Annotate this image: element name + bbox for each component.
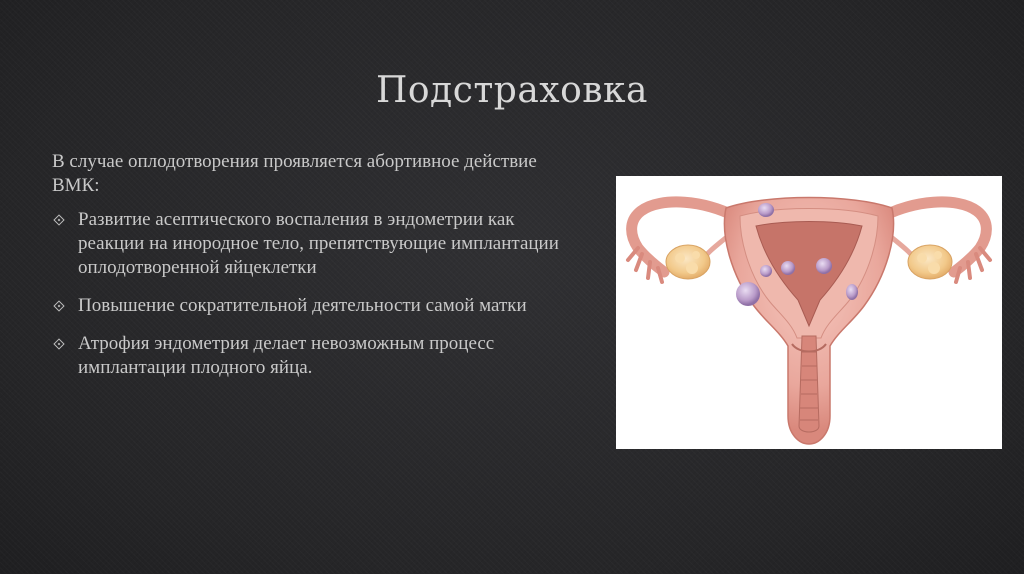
cyst bbox=[736, 282, 760, 306]
diamond-bullet-icon bbox=[53, 338, 64, 349]
cyst bbox=[816, 258, 832, 274]
slide-title: Подстраховка bbox=[375, 70, 649, 111]
bullet-text: Атрофия эндометрия делает невозможным процесс имплантации плодного яйца. bbox=[78, 333, 495, 378]
right-ovary bbox=[908, 245, 952, 279]
slide-body bbox=[52, 150, 582, 394]
bullet-text: Развитие асептического воспаления в эндометрии как реакции на инородное тело, препятствующие имплантации оплодотворенной яйцеклетки bbox=[78, 209, 559, 278]
cyst bbox=[781, 261, 795, 275]
list-item bbox=[52, 294, 582, 318]
left-ovary bbox=[666, 245, 710, 279]
intro-text: В случае оплодотворения проявляется абортивное действие ВМК: bbox=[52, 151, 537, 196]
uterus-diagram bbox=[616, 176, 1002, 449]
bullet-list bbox=[52, 208, 582, 380]
cyst bbox=[758, 203, 774, 217]
cyst bbox=[760, 265, 772, 277]
list-item bbox=[52, 208, 582, 280]
list-item bbox=[52, 332, 582, 380]
uterus-illustration bbox=[616, 176, 1002, 449]
bullet-text: Повышение сократительной деятельности самой матки bbox=[78, 295, 527, 316]
diamond-bullet-icon bbox=[53, 300, 64, 311]
diamond-bullet-icon bbox=[53, 214, 64, 225]
cyst bbox=[846, 284, 858, 300]
